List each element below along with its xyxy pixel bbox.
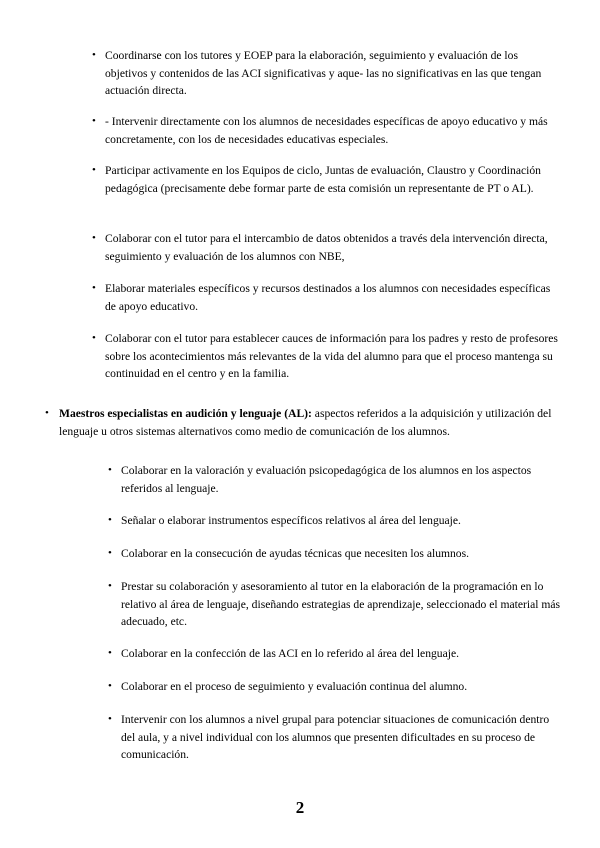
list-item-text: Elaborar materiales específicos y recursos destinados a los alumnos con necesidades específicas de apoyo educativo. — [105, 282, 551, 313]
bullet-icon: • — [92, 115, 96, 127]
list-item-text: - Intervenir directamente con los alumnos de necesidades específicas de apoyo educativo y más concretamente, con los de necesidades educativas especiales. — [105, 115, 548, 146]
list-item-text: Colaborar con el tutor para el intercambio de datos obtenidos a través dela intervención directa, seguimiento y evaluación de los alumnos con NBE, — [105, 232, 548, 263]
list-item-text: Prestar su colaboración y asesoramiento al tutor en la elaboración de la programación en lo relativo al área de lenguaje, diseñando estrategias de aprendizaje, seleccionado el material más adecuado, etc. — [121, 580, 561, 628]
list-item-text: Coordinarse con los tutores y EOEP para la elaboración, seguimiento y evaluación de los objetivos y contenidos de las ACI significativas y aque- las no significativas en las que tengan actuación directa. — [105, 49, 542, 97]
list-item-text: Colaborar con el tutor para establecer cauces de información para los padres y resto de profesores sobre los acontecimientos más relevantes de la vida del alumno para que el proceso mantenga su continuidad en el centro y en la familia. — [105, 332, 558, 380]
bullet-icon: • — [108, 464, 112, 476]
bullet-icon: • — [92, 164, 96, 176]
list-item — [92, 280, 560, 315]
list-item-text: Señalar o elaborar instrumentos específicos relativos al área del lenguaje. — [121, 514, 461, 527]
list-item — [108, 512, 566, 530]
list-item — [92, 230, 560, 265]
bullet-icon: • — [108, 514, 112, 526]
bullet-icon: • — [108, 547, 112, 559]
bullet-icon: • — [108, 647, 112, 659]
section-heading: Maestros especialistas en audición y lenguaje (AL): — [59, 407, 312, 420]
list-item — [108, 711, 566, 764]
list-item-text: Intervenir con los alumnos a nivel grupal para potenciar situaciones de comunicación dentro del aula, y a nivel individual con los alumnos que presenten dificultades en su proceso de comunicación. — [121, 713, 550, 761]
bullet-icon: • — [92, 49, 96, 61]
list-item — [92, 47, 560, 100]
bullet-icon: • — [108, 680, 112, 692]
bullet-icon: • — [108, 580, 112, 592]
bullet-icon: • — [92, 332, 96, 344]
bullet-icon: • — [108, 713, 112, 725]
list-item — [108, 578, 566, 631]
list-item-text: Colaborar en la confección de las ACI en lo referido al área del lenguaje. — [121, 647, 459, 660]
list-item-text: Participar activamente en los Equipos de ciclo, Juntas de evaluación, Claustro y Coordinación pedagógica (precisamente debe formar parte de esta comisión un representante de PT o AL). — [105, 164, 541, 195]
bullet-icon: • — [92, 232, 96, 244]
page-number: 2 — [295, 798, 305, 817]
list-item — [108, 545, 566, 563]
list-item — [108, 678, 566, 696]
list-item-text: Colaborar en la valoración y evaluación psicopedagógica de los alumnos en los aspectos referidos al lenguaje. — [121, 464, 532, 495]
list-item — [92, 113, 560, 148]
list-item-text: Colaborar en la consecución de ayudas técnicas que necesiten los alumnos. — [121, 547, 470, 560]
section-text: aspectos referidos a la adquisición y utilización del lenguaje u otros sistemas alternativos como medio de comunicación de los alumnos. — [59, 407, 552, 438]
list-item-text: Colaborar en el proceso de seguimiento y evaluación continua del alumno. — [121, 680, 468, 693]
bullet-icon: • — [92, 282, 96, 294]
list-item — [92, 330, 560, 383]
list-item — [92, 162, 560, 197]
bullet-icon: • — [45, 407, 49, 419]
list-item — [108, 462, 566, 497]
list-item — [108, 645, 566, 663]
section-paragraph — [45, 405, 564, 440]
